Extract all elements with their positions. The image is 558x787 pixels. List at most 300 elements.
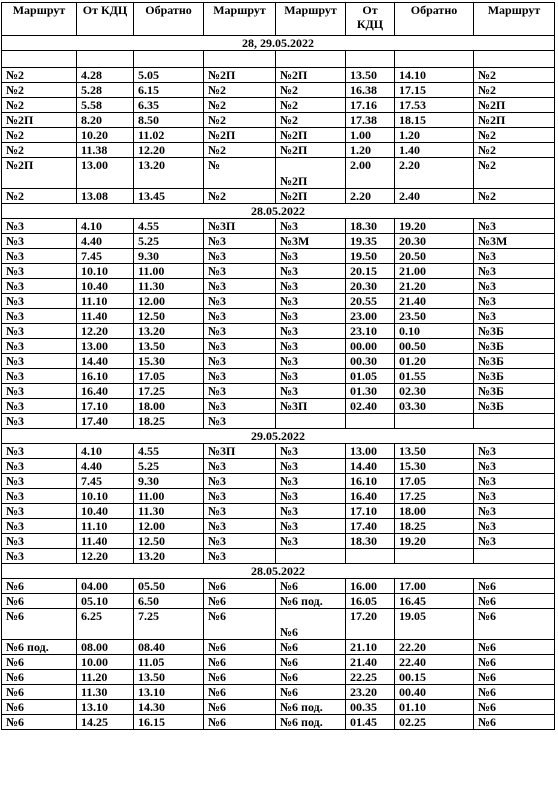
table-cell: 11.20 <box>77 670 134 685</box>
table-cell: 9.30 <box>134 249 204 264</box>
table-cell: 14.30 <box>134 700 204 715</box>
table-cell: 8.20 <box>77 113 134 128</box>
table-cell: №2П <box>276 158 346 189</box>
table-cell: №2 <box>2 143 77 158</box>
table-cell: 17.38 <box>346 113 395 128</box>
table-cell: 04.00 <box>77 579 134 594</box>
table-cell: 6.35 <box>134 98 204 113</box>
table-row <box>2 294 555 309</box>
table-row <box>2 384 555 399</box>
table-row <box>2 68 555 83</box>
table-cell: 16.38 <box>346 83 395 98</box>
table-cell: №2 <box>474 68 555 83</box>
table-cell: №3 <box>276 339 346 354</box>
table-cell: 6.15 <box>134 83 204 98</box>
table-cell: №3М <box>276 234 346 249</box>
table-cell: №3Б <box>474 324 555 339</box>
table-cell: №6 <box>276 670 346 685</box>
table-cell: 19.20 <box>395 534 474 549</box>
table-cell: 00.30 <box>346 354 395 369</box>
table-cell: 17.53 <box>395 98 474 113</box>
table-cell: 4.40 <box>77 459 134 474</box>
table-cell: №2П <box>276 68 346 83</box>
table-cell <box>474 51 555 68</box>
table-cell <box>2 51 77 68</box>
table-row <box>2 519 555 534</box>
table-cell <box>134 51 204 68</box>
table-cell: 20.30 <box>395 234 474 249</box>
table-cell: 12.50 <box>134 309 204 324</box>
table-row <box>2 354 555 369</box>
table-row <box>2 670 555 685</box>
table-cell: 23.10 <box>346 324 395 339</box>
table-cell: №3 <box>276 219 346 234</box>
table-cell: 19.05 <box>395 609 474 640</box>
table-cell: 5.28 <box>77 83 134 98</box>
table-cell: 13.20 <box>134 324 204 339</box>
table-cell: 15.30 <box>395 459 474 474</box>
table-cell: 21.20 <box>395 279 474 294</box>
table-cell: 7.45 <box>77 474 134 489</box>
table-cell: 22.40 <box>395 655 474 670</box>
table-cell: №3 <box>204 309 276 324</box>
table-cell: 17.20 <box>346 609 395 640</box>
table-cell: №3 <box>204 504 276 519</box>
table-cell <box>204 51 276 68</box>
table-cell: №3 <box>2 384 77 399</box>
table-cell: №6 <box>2 609 77 640</box>
table-cell: №3 <box>2 414 77 429</box>
table-cell: 13.10 <box>77 700 134 715</box>
table-cell: 2.20 <box>346 189 395 204</box>
section-date: 28.05.2022 <box>2 204 555 219</box>
table-cell: 11.40 <box>77 309 134 324</box>
table-cell: №3 <box>276 249 346 264</box>
table-cell: №6 <box>2 670 77 685</box>
table-row <box>2 549 555 564</box>
table-cell: 18.30 <box>346 534 395 549</box>
table-cell: № <box>204 158 276 189</box>
table-cell: №2П <box>474 113 555 128</box>
table-cell: 10.00 <box>77 655 134 670</box>
table-cell: №6 <box>204 655 276 670</box>
table-cell: №3 <box>204 474 276 489</box>
table-cell: №3 <box>2 534 77 549</box>
table-cell: 17.05 <box>395 474 474 489</box>
table-cell: №6 <box>474 609 555 640</box>
table-cell: 17.25 <box>395 489 474 504</box>
table-cell: 20.15 <box>346 264 395 279</box>
table-cell: 01.45 <box>346 715 395 730</box>
table-row <box>2 489 555 504</box>
table-cell: №3 <box>2 354 77 369</box>
table-cell: №2 <box>2 128 77 143</box>
table-cell: №3 <box>204 279 276 294</box>
table-cell: №3 <box>2 459 77 474</box>
header-row <box>2 3 555 36</box>
table-cell: №3 <box>474 519 555 534</box>
table-row <box>2 685 555 700</box>
table-cell: 01.30 <box>346 384 395 399</box>
table-cell: №6 <box>204 670 276 685</box>
table-row <box>2 249 555 264</box>
table-cell: 13.20 <box>134 158 204 189</box>
table-cell: 18.30 <box>346 219 395 234</box>
table-cell: 2.40 <box>395 189 474 204</box>
table-cell: №6 <box>204 594 276 609</box>
col-header-return: Обратно <box>395 3 474 36</box>
table-cell: №3 <box>276 369 346 384</box>
table-cell: 17.05 <box>134 369 204 384</box>
section-date-row <box>2 429 555 444</box>
table-row <box>2 459 555 474</box>
table-cell: 7.45 <box>77 249 134 264</box>
table-cell: №2 <box>2 189 77 204</box>
table-cell: 11.30 <box>134 504 204 519</box>
table-row <box>2 51 555 68</box>
table-cell: №3П <box>276 399 346 414</box>
table-cell: №3 <box>204 384 276 399</box>
table-cell: 4.10 <box>77 444 134 459</box>
table-cell: №2 <box>204 83 276 98</box>
section-date: 28, 29.05.2022 <box>2 36 555 51</box>
table-cell: 12.50 <box>134 534 204 549</box>
table-cell: 10.40 <box>77 279 134 294</box>
table-cell: №3Б <box>474 399 555 414</box>
table-cell: №6 <box>2 579 77 594</box>
table-cell: №3 <box>276 489 346 504</box>
col-header-route: Маршрут <box>276 3 346 36</box>
table-cell: 16.10 <box>77 369 134 384</box>
table-cell: 01.10 <box>395 700 474 715</box>
table-cell: №3 <box>276 354 346 369</box>
table-cell <box>395 549 474 564</box>
table-cell: №3 <box>204 354 276 369</box>
table-cell: 13.00 <box>77 158 134 189</box>
table-cell: 17.25 <box>134 384 204 399</box>
table-row <box>2 219 555 234</box>
table-cell: №3 <box>276 279 346 294</box>
table-cell: №2 <box>474 128 555 143</box>
table-cell: №3 <box>2 234 77 249</box>
col-header-route: Маршрут <box>474 3 555 36</box>
table-cell: №3 <box>474 534 555 549</box>
table-cell: 13.08 <box>77 189 134 204</box>
table-row <box>2 655 555 670</box>
table-cell: 11.00 <box>134 489 204 504</box>
table-cell: №3 <box>204 414 276 429</box>
table-cell: 17.16 <box>346 98 395 113</box>
table-cell: 1.40 <box>395 143 474 158</box>
table-cell: №6 <box>276 655 346 670</box>
table-cell: 21.00 <box>395 264 474 279</box>
table-cell: №6 <box>2 715 77 730</box>
table-cell: №3 <box>2 444 77 459</box>
table-cell: 11.02 <box>134 128 204 143</box>
table-row <box>2 158 555 189</box>
table-cell: №6 <box>474 579 555 594</box>
table-cell: №3 <box>2 399 77 414</box>
table-cell: №2 <box>474 189 555 204</box>
table-row <box>2 279 555 294</box>
table-cell: №6 <box>2 685 77 700</box>
table-cell: №3 <box>276 444 346 459</box>
section-date-row <box>2 36 555 51</box>
table-cell: 08.00 <box>77 640 134 655</box>
table-cell: 16.10 <box>346 474 395 489</box>
table-row <box>2 369 555 384</box>
table-cell: 08.40 <box>134 640 204 655</box>
table-cell: №2 <box>204 113 276 128</box>
table-cell <box>474 549 555 564</box>
table-cell: 16.40 <box>346 489 395 504</box>
table-cell: №3 <box>2 549 77 564</box>
table-cell: №3 <box>2 474 77 489</box>
table-cell: №6 <box>276 579 346 594</box>
table-cell: №3 <box>204 489 276 504</box>
table-cell: №2П <box>276 189 346 204</box>
table-cell: 17.40 <box>346 519 395 534</box>
table-cell: 14.10 <box>395 68 474 83</box>
table-cell: №3 <box>204 519 276 534</box>
table-cell: №3 <box>2 264 77 279</box>
table-cell: №3 <box>474 264 555 279</box>
table-cell: 20.55 <box>346 294 395 309</box>
table-cell: 01.20 <box>395 354 474 369</box>
table-cell: №3 <box>204 249 276 264</box>
table-cell: 16.40 <box>77 384 134 399</box>
table-cell: №3 <box>276 459 346 474</box>
table-cell: №3 <box>2 309 77 324</box>
table-cell: №3 <box>474 459 555 474</box>
table-cell: 16.45 <box>395 594 474 609</box>
table-cell: 12.00 <box>134 294 204 309</box>
table-cell: №3 <box>474 489 555 504</box>
table-row <box>2 234 555 249</box>
table-cell: №3 <box>2 249 77 264</box>
table-cell: 13.10 <box>134 685 204 700</box>
table-cell: №3 <box>2 519 77 534</box>
table-cell: №3Б <box>474 369 555 384</box>
table-cell: №6 <box>204 609 276 640</box>
table-cell: №3 <box>276 309 346 324</box>
table-row <box>2 474 555 489</box>
table-cell: №3 <box>204 459 276 474</box>
table-cell: №3 <box>474 279 555 294</box>
table-cell: №6 <box>474 685 555 700</box>
table-cell <box>276 414 346 429</box>
table-cell: 12.20 <box>77 549 134 564</box>
table-row <box>2 339 555 354</box>
table-cell: №6 <box>474 655 555 670</box>
table-row <box>2 128 555 143</box>
table-cell: 13.50 <box>395 444 474 459</box>
table-cell: 23.20 <box>346 685 395 700</box>
table-cell: 9.30 <box>134 474 204 489</box>
table-row <box>2 143 555 158</box>
table-cell: №3 <box>474 219 555 234</box>
table-cell: №3 <box>474 309 555 324</box>
table-cell: №2 <box>2 98 77 113</box>
table-row <box>2 113 555 128</box>
table-cell: 17.00 <box>395 579 474 594</box>
table-cell: 14.40 <box>346 459 395 474</box>
table-cell: 2.00 <box>346 158 395 189</box>
table-cell <box>276 549 346 564</box>
table-row <box>2 534 555 549</box>
table-cell: №2П <box>474 98 555 113</box>
table-cell: 11.38 <box>77 143 134 158</box>
table-cell: №3 <box>2 504 77 519</box>
table-cell: №3Б <box>474 384 555 399</box>
table-cell: 00.35 <box>346 700 395 715</box>
table-cell <box>474 414 555 429</box>
table-cell: №2 <box>2 83 77 98</box>
table-cell: 11.10 <box>77 519 134 534</box>
table-cell: 02.30 <box>395 384 474 399</box>
table-cell: 13.45 <box>134 189 204 204</box>
table-cell: 4.55 <box>134 444 204 459</box>
table-cell: №2 <box>474 83 555 98</box>
table-cell <box>395 51 474 68</box>
table-cell: 23.00 <box>346 309 395 324</box>
table-cell: №6 <box>204 640 276 655</box>
table-cell: 01.55 <box>395 369 474 384</box>
table-row <box>2 715 555 730</box>
table-cell: 14.40 <box>77 354 134 369</box>
table-cell: 2.20 <box>395 158 474 189</box>
table-cell: №6 <box>204 700 276 715</box>
section-date-row <box>2 564 555 579</box>
table-cell: 13.50 <box>346 68 395 83</box>
table-row <box>2 640 555 655</box>
col-header-from-kdc: От КДЦ <box>77 3 134 36</box>
table-cell: 19.50 <box>346 249 395 264</box>
table-cell: №2П <box>204 68 276 83</box>
table-cell: 21.40 <box>395 294 474 309</box>
table-cell: №3 <box>204 369 276 384</box>
table-cell: 17.10 <box>346 504 395 519</box>
table-cell: №6 под. <box>276 715 346 730</box>
table-cell <box>395 414 474 429</box>
table-cell: 11.10 <box>77 294 134 309</box>
table-cell: №2П <box>2 113 77 128</box>
table-cell: №6 <box>204 685 276 700</box>
table-cell: 20.50 <box>395 249 474 264</box>
table-cell: 13.50 <box>134 339 204 354</box>
table-cell: 17.10 <box>77 399 134 414</box>
table-cell: 22.25 <box>346 670 395 685</box>
table-cell: №6 <box>276 609 346 640</box>
table-cell: №3 <box>204 234 276 249</box>
table-cell: №3 <box>2 369 77 384</box>
table-cell: №2 <box>204 189 276 204</box>
table-cell: 1.00 <box>346 128 395 143</box>
table-cell: 12.20 <box>134 143 204 158</box>
table-cell: 15.30 <box>134 354 204 369</box>
table-row <box>2 444 555 459</box>
table-cell: №3 <box>276 294 346 309</box>
table-cell: №2 <box>204 143 276 158</box>
table-cell: №6 под. <box>2 640 77 655</box>
table-cell: №2 <box>276 83 346 98</box>
col-header-return: Обратно <box>134 3 204 36</box>
table-cell: 11.40 <box>77 534 134 549</box>
table-cell: №2 <box>276 98 346 113</box>
table-cell: 18.15 <box>395 113 474 128</box>
table-cell: 03.30 <box>395 399 474 414</box>
table-cell: №3 <box>2 339 77 354</box>
section-date: 28.05.2022 <box>2 564 555 579</box>
table-row <box>2 504 555 519</box>
table-row <box>2 324 555 339</box>
table-cell: №3 <box>204 294 276 309</box>
table-cell: 18.00 <box>395 504 474 519</box>
table-cell: №3 <box>276 384 346 399</box>
table-cell: №6 <box>276 685 346 700</box>
table-cell: 00.15 <box>395 670 474 685</box>
table-cell: 13.00 <box>346 444 395 459</box>
table-cell: 05.10 <box>77 594 134 609</box>
table-cell: 6.50 <box>134 594 204 609</box>
table-cell <box>346 414 395 429</box>
table-cell: 5.25 <box>134 234 204 249</box>
table-cell: 13.50 <box>134 670 204 685</box>
table-cell: 02.25 <box>395 715 474 730</box>
table-cell: 16.05 <box>346 594 395 609</box>
table-cell: 10.20 <box>77 128 134 143</box>
table-row <box>2 83 555 98</box>
table-cell: 18.25 <box>395 519 474 534</box>
table-cell: 11.30 <box>77 685 134 700</box>
table-cell: №3 <box>474 444 555 459</box>
table-cell: №3 <box>2 219 77 234</box>
table-cell: №3 <box>474 504 555 519</box>
table-cell: №2П <box>2 158 77 189</box>
table-cell: 13.20 <box>134 549 204 564</box>
table-row <box>2 594 555 609</box>
table-cell: 10.10 <box>77 489 134 504</box>
table-cell: №2 <box>474 143 555 158</box>
table-cell: №6 <box>474 715 555 730</box>
table-cell: 21.40 <box>346 655 395 670</box>
table-cell: 00.00 <box>346 339 395 354</box>
table-cell: №6 <box>276 640 346 655</box>
table-cell: №6 под. <box>276 594 346 609</box>
table-cell: №3 <box>276 264 346 279</box>
table-cell: 00.40 <box>395 685 474 700</box>
table-cell: №3 <box>276 519 346 534</box>
table-row <box>2 399 555 414</box>
table-cell: 17.15 <box>395 83 474 98</box>
table-cell <box>346 51 395 68</box>
table-cell: 00.50 <box>395 339 474 354</box>
table-cell: №3 <box>204 264 276 279</box>
table-cell: №3 <box>204 324 276 339</box>
table-cell: 22.20 <box>395 640 474 655</box>
table-cell: 16.15 <box>134 715 204 730</box>
table-cell: №6 <box>2 655 77 670</box>
table-cell: №6 <box>474 594 555 609</box>
table-cell: №3 <box>2 294 77 309</box>
table-cell: №3М <box>474 234 555 249</box>
table-cell: 19.20 <box>395 219 474 234</box>
table-cell: №3Б <box>474 354 555 369</box>
table-cell: 11.30 <box>134 279 204 294</box>
table-cell: 18.00 <box>134 399 204 414</box>
table-cell: 01.05 <box>346 369 395 384</box>
table-cell: №3 <box>2 489 77 504</box>
